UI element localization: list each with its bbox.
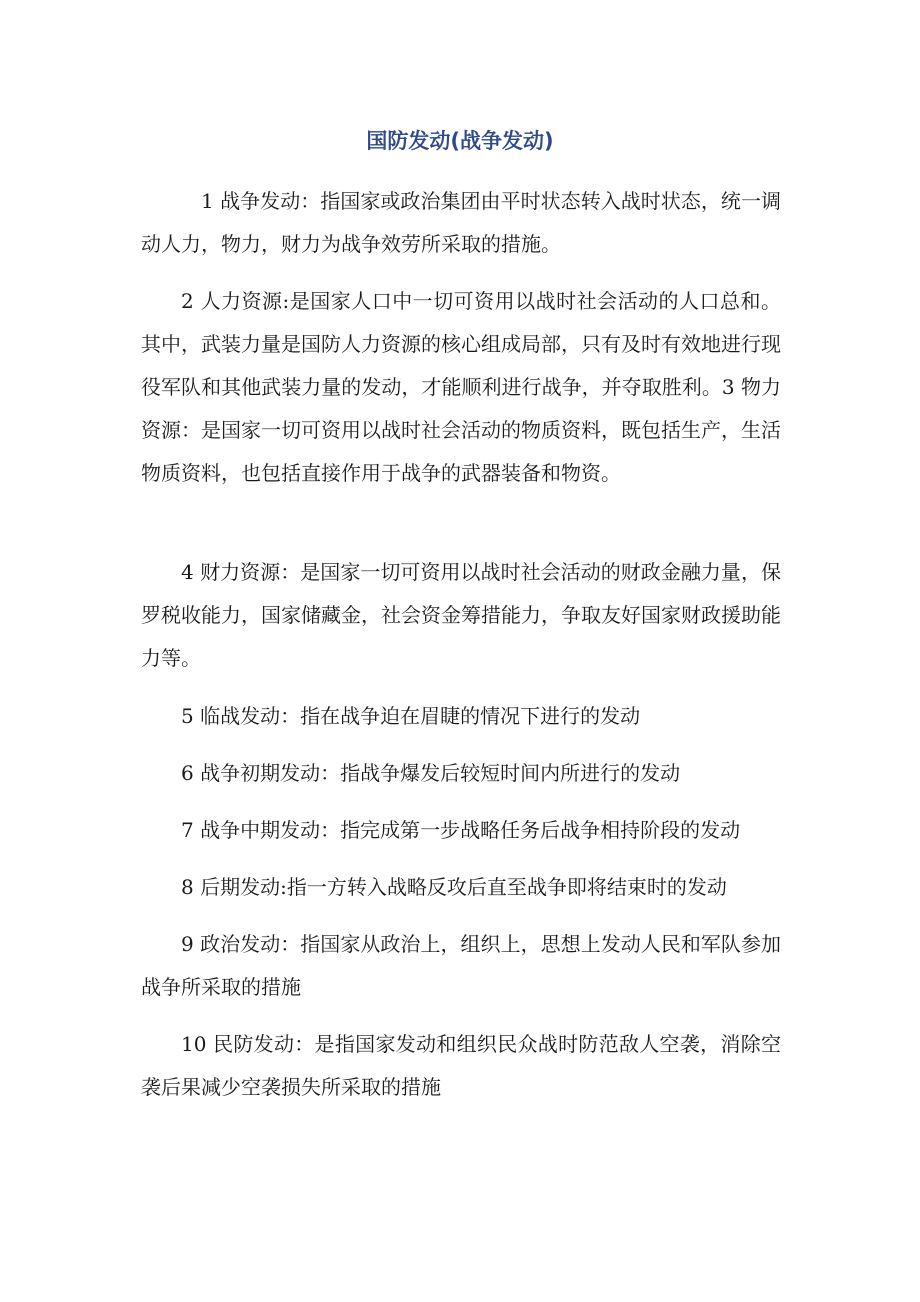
- paragraph-financial-resources: 4 财力资源：是国家一切可资用以战时社会活动的财政金融力量，保罗税收能力，国家储藏金，社会资金筹措能力，争取友好国家财政援助能力等。: [141, 560, 781, 670]
- paragraph-early-war-mobilization: 6 战争初期发动：指战争爆发后较短时间内所进行的发动: [181, 761, 681, 785]
- paragraph-political-mobilization: 9 政治发动：指国家从政治上，组织上，思想上发动人民和军队参加战争所采取的措施: [141, 932, 781, 999]
- paragraph-human-material-resources: 2 人力资源:是国家人口中一切可资用以战时社会活动的人口总和。其中，武装力量是国防人力资源的核心组成局部，只有及时有效地进行现役军队和其他武装力量的发动，才能顺利进行战争，并夺取胜利。3 物力资源：是国家一切可资用以战时社会活动的物质资料，既包括生产，生活物质资料，也包括直接作用于战争的武器装备和物资。: [141, 289, 781, 485]
- paragraph-mid-war-mobilization: 7 战争中期发动：指完成第一步战略任务后战争相持阶段的发动: [181, 818, 741, 842]
- paragraph-civil-defense-mobilization: 10 民防发动：是指国家发动和组织民众战时防范敌人空袭，消除空袭后果减少空袭损失所采取的措施: [141, 1032, 781, 1099]
- document-title: 国防发动(战争发动): [366, 129, 554, 153]
- paragraph-late-mobilization: 8 后期发动:指一方转入战略反攻后直至战争即将结束时的发动: [181, 875, 727, 899]
- paragraph-war-mobilization: 1 战争发动：指国家或政治集团由平时状态转入战时状态，统一调动人力，物力，财力为战争效劳所采取的措施。: [141, 189, 781, 256]
- paragraph-imminent-mobilization: 5 临战发动：指在战争迫在眉睫的情况下进行的发动: [181, 704, 641, 728]
